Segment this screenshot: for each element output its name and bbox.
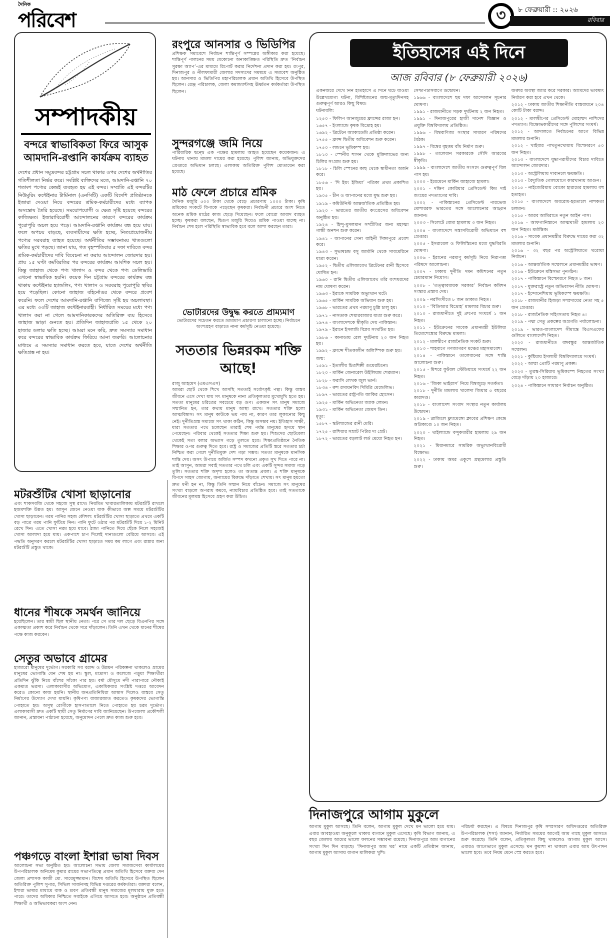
history-entry: ২০১৬ - ইউক্রেনে মন্ত্রিসভা পুনর্গঠন। (511, 269, 578, 275)
article-body: প্রশিক্ষক সমাবেশে নির্বাচন শান্তিপূর্ণ সম্পন্নের অঙ্গীকার করা হয়েছে। শান্তিপূর্ণ পালনের সময় যেকোনো অনাকাঙ্ক্ষিত পরিস্থিতি দ্রুত ‘নির্বাচন সুরক্ষা অ্যাপ’-এর মাধ্যমে রিপোর্ট করার নির্দেশনা প্রদান করা হয়। রংপুর, দিনাজপুর ও নীলফামারী জেলার সদস্যদের সমন্বয়ে এ সমাবেশ অনুষ্ঠিত হয়। আনসার ও ভিডিপির মহাপরিচালক প্রধান অতিথি হিসেবে উপস্থিত ছিলেন। রেঞ্জ পরিচালক, জেলা কমান্ড্যান্টসহ ঊর্ধ্বতন কর্মকর্তারা উপস্থিত ছিলেন। (172, 52, 305, 95)
history-entry: ১৮২০ - মার্কিন জেনারেল উইলিয়াম শেরম্যান। (316, 371, 400, 377)
masthead-rule (105, 22, 485, 24)
history-entry: ১৯৩১ - মার্কিন অভিনেতা জেমস ডিন। (316, 407, 387, 413)
history-entry: ২০১৩ - অস্ট্রেলিয়ায় দাবানলে ক্ষয়ক্ষতি। (511, 171, 584, 177)
history-entry: ১৭৫০ - লন্ডনে ভূমিকম্প হয়। (316, 145, 370, 151)
article-headline: ধানের শীষকে সমর্থন জানিয়ে (14, 606, 141, 619)
article-paddy (14, 606, 164, 646)
history-entry: ২০১৪ - পাকিস্তানে তালেবানের সঙ্গে শান্তি আলোচনা শুরু। (413, 354, 507, 366)
article-body: ভোটারদের সচেতন করতে ভ্রাম্যমাণ প্রচারণা চালানো হচ্ছে। নির্বাচনে অংশগ্রহণ বাড়াতে নানা কর্মসূচি নেওয়া হয়েছে। (176, 319, 301, 331)
history-entry: ১৭২৫ - রাশিয়ার সম্রাট পিটার দ্য গ্রেট। (316, 429, 387, 435)
newspaper-logo (8, 2, 103, 32)
history-entry: ১৯৬০ - রানি দ্বিতীয় এলিজাবেথ তাঁর বংশধরদের নাম ঘোষণা করেন। (316, 278, 409, 290)
issue-day: রবিবার (510, 16, 610, 26)
history-entry: ২০১৬ - সাবেক প্রধানমন্ত্রীর বিরুদ্ধে দায়ের করা ৩২ মামলার শুনানি। (511, 235, 605, 247)
history-entry: ২০১০ - রাজধানীতে দুই গ্রুপের সংঘর্ষে ১ জন নিহত। (413, 312, 507, 324)
history-column-3 (511, 89, 604, 799)
history-entry: ১৯৯৭ - বিশ্বের বৃহত্তম বাঁধ নির্মাণ শুরু। (413, 144, 484, 150)
history-entry: ২০২২ - ঢাকায় অমর একুশে গ্রন্থমেলার প্রস্তুতি শুরু। (413, 458, 507, 470)
history-entry: ২০০৫ - ইসরায়েল ও ফিলিস্তিনের মধ্যে যুদ্ধবিরতি ঘোষণা। (413, 242, 507, 254)
history-entry: ২০১৯ - ব্রাজিলে ফ্ল্যামেঙ্গো ক্লাবের প্রশিক্ষণ কেন্দ্রে অগ্নিকাণ্ডে ১০ জন নিহত। (413, 416, 507, 429)
article-honesty (172, 342, 305, 938)
history-entry: ২০১৮ - বাংলাদেশ সংবাদ সংস্থার নতুন কার্যালয় উদ্বোধন। (413, 403, 507, 415)
article-body: হয়েছিলেন। তার স্বামী ছিল স্থানীয় নেতা। পরে সে তার দল ছেড়ে বিএনপির সঙ্গে একাত্মতা প্রকাশ করে নির্বাচন থেকে সরে দাঁড়ালেন। তিনি এখন থেকে ধানের শীষের পক্ষে কাজ করবেন। (14, 620, 164, 638)
history-entry: ২০১৮ - দুর্নীতি মামলায় খালেদা জিয়ার ৫ বছরের কারাদণ্ড। (413, 389, 507, 401)
history-entry: ১৯০৫ - চীন ও জাপানের মধ্যে যুদ্ধ শুরু হয়। (316, 194, 397, 200)
history-entry: ২০০৬ - ইরানের পরমাণু কর্মসূচি নিয়ে নিরাপত্তা পরিষদে আলোচনা। (413, 256, 507, 268)
history-entry: ১৮১০ - স্পেনীয় শাসন থেকে মুক্তিলাভের জন্য চিলির সংগ্রাম শুরু হয়। (316, 153, 409, 165)
history-entry: মৃত্যু: (316, 415, 325, 421)
history-entry: ২০১৫ - আরব আমিরাতে নতুন আইন পাস। (511, 213, 592, 219)
article-headline: দিনাজপুরে আগাম মুকুলে (309, 808, 439, 823)
history-entry: ২০০২ - পাকিস্তানের প্রেসিডেন্ট পারভেজ মোশাররফ ভারতের সঙ্গে আলোচনার আহ্বান জানান। (413, 200, 507, 219)
history-entry: ১৯৪৩ - সুভাষচন্দ্র বসু জার্মানি থেকে সাবমেরিনে যাত্রা করেন। (316, 250, 409, 262)
history-entry: ১৯৯৬ - বিশ্ববাণিজ্য সংস্থার সাধারণ পরিষদের বৈঠক। (413, 131, 507, 143)
article-sundarganj (172, 137, 305, 177)
article-body: হাজারো মানুষের দুর্ভোগ। সরকারি সব বরাদ্দ ও উন্নয়ন পরিকল্পনা থাকলেও গ্রামের মানুষের ভোগান্তি যেন শেষ হয় না। স্কুল, মাদ্রাসা ও কলেজে পড়ুয়া শিক্ষার্থীরা প্রতিদিন ঝুঁকি নিয়ে বাঁশের সাঁকো পার হয়। বর্ষা মৌসুমে নদী পারাপারে নৌকাই একমাত্র ভরসা। এলাকাবাসীর অভিযোগ, একাধিকবার সংশ্লিষ্ট দপ্তরে আবেদন করেও কোনো কাজ হয়নি। স্থানীয় জনপ্রতিনিধিরা আশ্বাস দিলেও বাস্তবে সেতু নির্মাণের উদ্যোগ দেখা যায়নি। কৃষিপণ্য বাজারজাত করতেও কৃষকদের ভোগান্তি পোহাতে হয়। অসুস্থ রোগীকে হাসপাতালে নিতে পোহাতে হয় চরম দুর্ভোগ। এলাকাবাসী দ্রুত একটি স্থায়ী সেতু নির্মাণের দাবি জানিয়েছেন। উপজেলা প্রকৌশলী জানান, প্রস্তাবনা পাঠানো হয়েছে, অনুমোদন পেলে দ্রুত কাজ শুরু হবে। (14, 666, 164, 722)
history-entry: ২০১৬ - ৩২ বছর পর অস্ট্রেলিয়াতে ঘরোয়া নির্বাচন। (511, 248, 605, 261)
history-entry: ২০১০ - ‘বিডিআর বিদ্রোহ’ মামলার বিচার শুরু। (413, 304, 501, 310)
article-body: দৈনিক মজুরি ৫০০ টাকা থেকে বেড়ে প্রচারণায় ১০০০ টাকা। কৃষি শ্রমিকের সংকটে বিপাকে পড়েছেন কৃষকরা। নির্বাচনী প্রচারে অংশ নিতে অনেক শ্রমিক মাঠের কাজ ছেড়ে দিয়েছেন। ফলে বোরো আবাদ ব্যাহত হচ্ছে। কৃষকরা বলছেন, দ্বিগুণ মজুরি দিয়েও শ্রমিক পাওয়া যাচ্ছে না। নির্বাচন শেষ হলে পরিস্থিতি স্বাভাবিক হবে বলে আশা করছেন তারা। (172, 200, 305, 231)
history-entry: ১৯৯১ - দিনাজপুরের হাজী দানেশ বিজ্ঞান ও প্রযুক্তি বিশ্ববিদ্যালয় প্রতিষ্ঠিত। (413, 117, 507, 129)
history-entry: ঘটনাবলি: (316, 109, 335, 115)
article-headline: সেতুর অভাবে গ্রামের (14, 652, 108, 665)
history-entry: ২০২১ - কুষ্টিয়ায় ইসলামী বিশ্ববিদ্যালয়ে সংঘর্ষ। (511, 355, 596, 361)
history-entry: ২০১২ - ঢাকায় জাতীয় শিক্ষানীতি বাস্তবায়নে ২০৪ কোটি টাকা বরাদ্দ। (511, 102, 605, 115)
history-entry: ২০১২ - মালদ্বীপে রাজনৈতিক সংকট শুরু। (413, 339, 492, 345)
editorial-rule (21, 133, 151, 135)
history-columns (316, 89, 604, 799)
article-headline: সততার ভিন্নরকম শক্তি আছে! (175, 343, 302, 377)
history-entry: ২০২০ - থাইল্যান্ডে বন্দুকধারীর হামলায় ২৯ জন নিহত। (413, 430, 507, 443)
history-entry: জরুরি অবস্থা জারি করে সরকার। আর্মিদের ভবিষ্যৎ নির্ধারণ করা হবে এখন থেকে। (511, 89, 605, 101)
history-entry: ১৯৬৬ - বাংলাদেশে ছয় দফা আন্দোলন সূচনার ঘোষণা। (413, 96, 507, 108)
history-entry: ১৮৭২ - ভারতের বড়লাট লর্ড মেয়ো নিহত হন। (316, 436, 402, 442)
column-divider (167, 480, 168, 938)
feather-quill-icon (35, 39, 135, 101)
history-entry: ২০০৭ - ঢাকায় দুর্নীতি দমন কমিশনের নতুন চেয়ারম্যান নিয়োগ। (413, 269, 507, 282)
history-entry: ২০১৬ - আন্তর্জাতিক সম্মেলনে প্রধানমন্ত্রীর ভাষণ। (511, 262, 602, 268)
article-body: আলোচনা সভা অনুষ্ঠিত হয়। আলোচনা সভায় জেলা সমাজসেবা কার্যালয়ের উপপরিচালক অনিমেষ কুমার রায়ের সভাপতিত্বে প্রধান অতিথি হিসেবে বক্তব্য দেন জেলা প্রশাসক কাজী মো. সায়েমুজ্জামান। বিশেষ অতিথি হিসেবে উপস্থিত ছিলেন অতিরিক্ত পুলিশ সুপার, সিভিল সার্জনসহ বিভিন্ন দপ্তরের কর্মকর্তারা। বক্তারা বলেন, ইশারা ভাষার মাধ্যমে বাক ও শ্রবণ প্রতিবন্ধী মানুষ সমাজের মূলধারায় যুক্ত হতে পারে। তাদের অধিকার নিশ্চিতে সবাইকে এগিয়ে আসতে হবে। অনুষ্ঠানে প্রতিবন্ধী শিক্ষার্থী ও অভিভাবকরা অংশ নেন। (14, 864, 164, 907)
history-subtitle: আজ রবিবার (৮ ফেব্রুয়ারী ২০২৬) (389, 73, 529, 84)
issue-date: ৮ ফেব্রুয়ারী :: ২০২৬ (518, 6, 578, 14)
history-entry: ১৬৫৭ - ইংল্যান্ডে কৃষক বিদ্রোহ হয়। (316, 123, 382, 129)
history-entry: ২০১৩ - বৈদ্যুতিক গোলযোগে কারখানায় আগুন। (511, 179, 601, 185)
history-entry: ২০০৪ - বাংলাদেশে সন্ত্রাসবিরোধী অভিযানে বহু গ্রেপ্তার। (413, 228, 507, 241)
history-entry: ২০১২ - মালদ্বীপের প্রেসিডেন্ট মোহাম্মদ নাশিদের পদত্যাগ। বিক্ষোভকারীদের সঙ্গে পুলিশের সংঘর্ষ। (511, 116, 605, 129)
history-entry: ২০১২ - আদালতে নির্বাচনের আগে বিভিন্ন মামলার শুনানি। (511, 130, 605, 142)
history-entry: ১৯২০ - ভারতের জাতীয় কংগ্রেসের অধিবেশন অনুষ্ঠিত হয়। (316, 209, 409, 221)
history-entry: ১৯২৪ - হিন্দু-মুসলমান সম্প্রীতির জন্য মহাত্মা গান্ধী অনশন শুরু করেন। (316, 222, 409, 235)
history-entry: ২০১৭ - পাকিস্তানে বিস্ফোরণে নিহত ৮ জন। (511, 277, 593, 283)
article-sign-language (14, 850, 164, 938)
history-entry: ১৮৩৪ - রুশ রসায়নবিদ দিমিত্রি মেন্ডেলিভ। (316, 385, 394, 391)
history-entry: ২০১৫ - বাংলাদেশে অবরোধ-হরতালে নাশকতা চলমান। (511, 200, 605, 212)
article-body-column-1: আগাম মুকুল আসছে। তিনি বলেন, আগাম মুকুল দেখে মন ভালো হয়ে যায়। এবার আবহাওয়া অনুকূলে থাকায় বাগানে মুকুল এসেছে। কৃষি বিভাগ জানায়, এ বছর জেলায় আমের ভালো ফলনের সম্ভাবনা রয়েছে। দিনাজপুরে আম বাগানের সংখ্যা দিন দিন বাড়ছে। ‘দিনাজপুর আম ঘর’ নামে একটি প্রতিষ্ঠান জানায়, আগাম মুকুল আসায় বাগান মালিকরা খুশি। (309, 825, 455, 856)
history-entry: ২০২২ - আম্মা প্রোটি পরমাণু প্রকল্প। (511, 362, 577, 368)
article-headline: মটরশুঁটির খোসা ছাড়ানোর (14, 488, 131, 501)
article-peas (14, 488, 164, 586)
history-entry: ১৯৭৪ - বাংলাদেশকে স্বীকৃতি দেয় পাকিস্তান। (316, 321, 397, 327)
history-entry: ১৮২৮ - ফরাসি লেখক জুল ভার্ন। (316, 378, 377, 384)
history-column-2 (414, 89, 507, 799)
history-entry: ২০১৮ - রাজধানীর হিজড়া সম্প্রদায়ের নেতা সহ ৫ জন গ্রেপ্তার। (511, 299, 605, 311)
history-column-1 (316, 89, 409, 799)
history-entry: ১৯৬৩ - ইরাকে সামরিক অভ্যুত্থান ঘটে। (316, 291, 388, 297)
history-entry: ২০১৬ - আফগানিস্তানে আত্মঘাতী হামলায় ২০ জন নিহত। মর্মান্তিক। (511, 221, 605, 233)
article-voters (172, 308, 305, 338)
article-headline: মাঠ ফেলে প্রচারে শ্রমিক (172, 186, 277, 199)
history-entry: ২০০৩ - সিলেটে বোমা হামলায় ৩ জন নিহত। (413, 221, 497, 227)
article-bridge (14, 652, 164, 842)
history-entry: ২০০১ - দক্ষিণ কোরিয়ার প্রেসিডেন্ট কিম দাই জংয়ের পদত্যাগের দাবি। (413, 187, 507, 199)
history-entry: ২০১৯ - ভারত-বাংলাদেশ সীমান্তে বিএসএফের গুলিতে বাংলাদেশি নিহত। (511, 327, 605, 340)
history-entry: ১৯৯৯ - বাংলাদেশে জাতীয় সংসদে গুরুত্বপূর্ণ বিল পাস হয়। (413, 166, 507, 178)
history-entry: ১৯৪১ - জাপানের সেনা বাহিনী সিঙ্গাপুরে প্রবেশ করে। (316, 236, 409, 249)
article-byline: রাজু আহমেদ (এমএসএস) (172, 382, 221, 387)
history-entry: ১৯৮৬ - কানাডায় রেল দুর্ঘটনায় ২৩ জন নিহত হয়। (316, 335, 409, 348)
history-banner: ইতিহাসের এই দিনে (350, 39, 568, 67)
history-entry: ১৬৯২ - ব্রিটেনে অ্যাকাডেমি প্রতিষ্ঠা করেন। (316, 131, 396, 137)
history-entry: সেন্টপিটার্সবার্গে উদ্বোধন। (413, 89, 461, 94)
history-entry: ১৯১৯ - কমিউনিস্ট আন্তর্জাতিক প্রতিষ্ঠিত হয়। (316, 201, 401, 207)
history-entry: ২০১৯ - পদ্মা সেতু প্রকল্পের অগ্রগতি পর্যালোচনা। (511, 320, 602, 326)
history-entry: ২০১৬ - ‘জিকা ভাইরাস’ নিয়ে বিশ্বজুড়ে সতর্কতা। (413, 381, 504, 387)
history-entry: ১৭৫৫ - ফ্রান্স দ্বিতীয় অধিবেশন শুরু করেন। (316, 138, 397, 144)
history-entry: জন্ম: (316, 356, 326, 362)
article-headline: রংপুরে আনসার ও ভিডিপির (172, 38, 296, 51)
history-entry: ১৯৬৫ - মার্কিন সামরিক অভিযান শুরু হয়। (316, 299, 394, 305)
history-entry: ২০২০ - রাজধানীতে বঙ্গবন্ধুর আন্তর্জাতিক সম্মেলন। (511, 341, 605, 353)
history-entry: ২০১৩ - শাহবাগে গণজাগরণ মঞ্চের মহাসমাবেশ। (413, 347, 503, 353)
history-entry: ১৯৬৮ - ভারতের প্রথম পরমাণু চুল্লি চালু হয়। (316, 306, 398, 312)
history-entry: ২০১৭ - ইন্দোনেশিয়ায় ভূমিকম্পে ক্ষয়ক্ষতি। (511, 291, 590, 297)
history-entry: ১৮১৮ - চিলি স্পেনের কাছ থেকে স্বাধীনতা অর্জন করে। (316, 166, 409, 179)
editorial-title: সম্পাদকীয় (35, 102, 137, 131)
history-entry: ১৯৯১ - রাজধানীতে সড়ক দুর্ঘটনায় ২ জন নিহত। (413, 110, 505, 116)
history-entry: ১৮৫৬ - ‘দি ইয়ং ইন্ডিয়া’ পত্রিকা প্রথম প্রকাশিত হয়। (316, 180, 409, 193)
article-body: পারিবারিক দ্বন্দ্বে এক পক্ষের হামলায় আহত হয়েছেন কয়েকজন। এ ঘটনায় থানায় মামলা দায়ের করা হয়েছে। পুলিশ জানায়, অভিযুক্তদের গ্রেপ্তারে অভিযান চলছে। এলাকায় অতিরিক্ত পুলিশ মোতায়েন করা হয়েছে। (172, 151, 305, 175)
masthead (0, 0, 610, 30)
history-entry: ২০২৪ - পাকিস্তানে সাধারণ নির্বাচন অনুষ্ঠিত। (511, 383, 594, 389)
history-entry: ২০১৭ - যুক্তরাষ্ট্রে নতুন অভিবাসন নীতি ঘোষণা। (511, 284, 600, 290)
history-entry: ১৮৯৭ - ভারতের রাষ্ট্রপতি জাকির হোসেন। (316, 393, 395, 399)
article-labour (172, 186, 305, 304)
history-entry: ১৫৯১ - ইতালীয় চিত্রশিল্পী গুয়েরচিনো। (316, 364, 389, 370)
article-body-column-2: পরিচর্যা করছেন। এ বিষয়ে দিনাজপুর কৃষি সম্প্রসারণ অধিদপ্তরের অতিরিক্ত উপপরিচালক (শস্য) জানান, নির্ধারিত সময়ের আগেই আম গাছে মুকুল আসতে শুরু করেছে। তিনি বলেন, প্রতিকূলতা কিছু থাকলেও আগাম মুকুল আসে। এবারও আগেভাগে মুকুল এসেছে। ঘন কুয়াশা না থাকলে এবার আম উৎপাদন ভালো হবে। তবে নিয়ম মেনে স্প্রে করতে হবে। (461, 825, 607, 856)
editorial-headline-line-1: বন্দরে স্বাভাবিকতা ফিরে আসুক (24, 140, 148, 151)
editorial-headline (19, 139, 153, 165)
history-box (309, 32, 607, 802)
history-entry: একনজরে দেখে নিন ইতিহাসে এ দিনে ঘটে যাওয়া উল্লেখযোগ্য ঘটনা, বিশিষ্টজনের জন্ম-মৃত্যুদিনসহ গুরুত্বপূর্ণ আরও কিছু বিষয়। (316, 89, 409, 107)
history-entry: ২০১৩ - বাংলাদেশে যুদ্ধাপরাধীদের বিচার দাবিতে আন্দোলন জোরদার। (511, 157, 605, 170)
history-entry: ২০১৮ - রাজনৈতিক সহিংসতায় নিহত ৪। (511, 312, 587, 318)
history-entry: ২০১৫ - মিশরে ফুটবল স্টেডিয়ামে সংঘর্ষে ২২ জন নিহত। (413, 368, 507, 380)
editorial-headline-line-2: আমদানি-রপ্তানি কার্যক্রম ব্যাহত (23, 153, 149, 164)
history-entry: ২০১১ - ইউক্রেনের সাবেক প্রধানমন্ত্রী ইউলিয়া তিমোশেঙ্কোর বিরুদ্ধে মামলা। (413, 325, 507, 338)
article-body: এবং শাকসবজি থেকে সহজে সুস্থ রাখে। নিয়মিত খাবারতালিকায় মটরশুঁটি রাখলে হজমশক্তি উন্নত হয়। আসুন জেনে নেওয়া যাক কীভাবে অল্প সময়ে মটরশুঁটির খোসা ছাড়াবেন। গরম পানির সহজ কৌশল: মটরশুঁটির খোসা ছাড়াতে প্রথমে একটি বড় পাত্রে গরম পানি ফুটিয়ে নিন। পানি ফুটে ওঠার পর মটরশুঁটি দিয়ে ১-২ মিনিট রেখে দিন। এতে খোসা নরম হয়ে যাবে। ঠান্ডা পানিতে দিয়ে ছেঁকে নিলে সহজেই খোসা আলাদা হয়ে যায়। একপাশে চাপ দিলেই দানাগুলো বেরিয়ে আসবে। এই পদ্ধতি অনুসরণ করলে মটরশুঁটির খোসা ছাড়াতে সময় কম লাগে এবং রান্নার জন্য মটরশুঁটি প্রস্তুত থাকে। (14, 502, 164, 552)
editorial-body: দেশের প্রধান সমুদ্রবন্দর চট্টগ্রাম সচল থাকার ওপর দেশের অর্থনীতির গতিশীলতা নির্ভর করে। সংশ্লিষ্ট ব্যক্তিদের মতে, আমদানি-রপ্তানি ৭০ শতাংশ পণ্যের কেন্দ্রই ব্যবহৃত হয় এই বন্দর। সম্প্রতি এই বন্দরটির নিউমুরিং কন্টেইনার টার্মিনাল (এনসিটি) একটি বিদেশি প্রতিষ্ঠানকে ইজারা দেওয়া নিয়ে বন্দরের শ্রমিক-কর্মচারীদের মধ্যে ব্যাপক অসন্তোষ তৈরি হয়েছে। সময়োপযোগী ও ক্ষেত্র সৃষ্টি হয়েছে বন্দরের কাজিক্ষত। ইজারাবিরোধী আন্দোলনের কারণে বন্দরের কার্যক্রম পুরোপুরি অচল হয়ে পড়ে। আমদানি-রপ্তানি কার্যক্রম বন্ধ হয়ে যায়। ফলে অপচয় বাড়ছে, ব্যবসায়ীদের ক্ষতি হচ্ছে, নিত্যপ্রয়োজনীয় পণ্যের সরবরাহ ব্যাহত হয়েছে। অর্থনীতির সম্ভাবনাময় খাতগুলো ক্ষতির মুখে পড়ছে। জানা যায়, গত বৃহস্পতিবার ৫ দফা দাবিতে বন্দর শ্রমিক-কর্মচারীদের দাবি বিবেচনা না করায় আন্দোলন জোরদার হয়। প্রায় ১৫ ঘণ্টা কর্মবিরতির পর বন্দরের কার্যক্রম আংশিক সচল হয়। কিন্তু জাহাজ থেকে পণ্য খালাস ও বন্দর থেকে পণ্য ডেলিভারি এখনো স্বাভাবিক হয়নি। কয়েক দিন চট্টগ্রাম বন্দরের কার্যক্রম বন্ধ থাকায় কন্টেইনার হ্যান্ডলিং, পণ্য খালাস ও সরবরাহ পুরোপুরি স্থবির হয়ে পড়েছিল। কোনো জাহাজ বহির্নোঙর থেকে বন্দরে প্রবেশ করেনি। ফলে দেশের আমদানি-রপ্তানি বাণিজ্যে সৃষ্টি হয় অচলাবস্থা। এর মধ্যে ৩৩টি জাহাজ কন্টেইনারবাহী। নির্ধারিত সময়ের মধ্যে পণ্য খালাস করা না গেলে আমদানিকারকদের অতিরিক্ত ব্যয় হিসেবে জাহাজ ভাড়া গুনতে হয়। প্রতিদিন জাহাজপ্রতি ১৫ থেকে ২০ হাজার ডলার ক্ষতি হচ্ছে। আমরা মনে করি, দ্রুত সমস্যার সমাধান করে বন্দরের স্বাভাবিক কার্যক্রম ফিরিয়ে আনা জরুরি। আলোচনার মাধ্যমে এ সমস্যার সমাধান করতে হবে, যাতে দেশের অর্থনীতি ক্ষতিগ্রস্ত না হয়। (18, 170, 152, 356)
history-entry: ১৯৭৯ - ইরানে ইসলামি বিপ্লব সংঘটিত হয়। (316, 328, 395, 334)
logo-small-text: দৈনিক (18, 2, 31, 8)
history-entry: ১৫৮৭ - স্কটল্যান্ডের রানী মেরি। (316, 422, 374, 428)
history-entry: ২০১৫ - নাইজেরিয়ায় বোকো হারামের হামলায় বহু হতাহত। (511, 186, 605, 198)
history-entry: ১৯২৫ - মার্কিন অভিনেতা জ্যাক লেমন। (316, 400, 389, 406)
article-headline: পঞ্চগড়ে বাংলা ইশারা ভাষা দিবস (14, 850, 159, 863)
page-number: ৩ (488, 3, 514, 29)
history-entry: ২০২১ - মিয়ানমারে সামরিক অভ্যুত্থানবিরোধী বিক্ষোভ। (413, 444, 507, 456)
logo-main-text: পরিবেশ (18, 8, 76, 32)
history-entry: ১৯৭১ - নাসডাক শেয়ারবাজার যাত্রা শুরু করে। (316, 313, 402, 319)
history-entry: ১২৫০ - ফিলিপ আনজুয়ের ফ্রান্সের রাজা হন। (316, 116, 400, 122)
history-entry: ২০০০ - ইয়েমেনে মার্কিন জাহাজে হামলা। (413, 179, 490, 185)
article-dinajpur-mango (309, 808, 607, 938)
article-body: আমরা ছোট থেকে শিখে আসছি সততাই সর্বোৎকৃষ্ট পন্থা। কিন্তু বাস্তব জীবনে এসে দেখা যায় সৎ মানুষকে নানা প্রতিকূলতার মুখোমুখি হতে হয়। সততা মানুষের চরিত্রের সবচেয়ে বড় গুণ। একজন সৎ মানুষ সমাজে সম্মানিত হন, তার কথায় মানুষ আস্থা রাখে। সততার শক্তি হলো আত্মবিশ্বাস। সৎ মানুষ কাউকে ভয় পায় না, কারণ তার লুকানোর কিছু নেই। দুর্নীতিগ্রস্ত সমাজে সৎ থাকা কঠিন, কিন্তু অসম্ভব নয়। ইতিহাস সাক্ষী, যারা সততার পথে চলেছেন তারাই শেষ পর্যন্ত মানুষের হৃদয়ে স্থান পেয়েছেন। পরিবার থেকেই সততার শিক্ষা শুরু হয়। শিশুদের ছোটবেলা থেকেই সত্য বলার অভ্যাস গড়ে তুলতে হবে। শিক্ষাপ্রতিষ্ঠানে নৈতিক শিক্ষার ওপর গুরুত্ব দিতে হবে। রাষ্ট্র ও সমাজের প্রতিটি স্তরে সততার চর্চা নিশ্চিত করা গেলে দুর্নীতিমুক্ত দেশ গড়া সম্ভব। সততা মানুষকে মানসিক শান্তি দেয়। অসৎ উপায়ে অর্জিত সম্পদ কখনো প্রকৃত সুখ দিতে পারে না। তাই আসুন, আমরা সবাই সততার পথে চলি এবং একটি সুন্দর সমাজ গড়ে তুলি। সততার শক্তি অদৃশ্য হলেও তা অত্যন্ত প্রবল। এ শক্তি মানুষকে বিপদে সাহস জোগায়, অন্যায়ের বিরুদ্ধে দাঁড়াতে শেখায়। সৎ মানুষ হয়তো দ্রুত ধনী হন না, কিন্তু তিনি সম্মান নিয়ে বাঁচেন। সমাজে সৎ মানুষের সংখ্যা বাড়লে অপরাধ কমবে, ন্যায়বিচার প্রতিষ্ঠিত হবে। তাই সততাকে জীবনের মূলমন্ত্র হিসেবে গ্রহণ করা উচিত। (172, 388, 305, 501)
article-headline: সুন্দরগঞ্জে জমি নিয়ে (172, 137, 263, 150)
article-columns (309, 825, 607, 858)
history-entry: ১৯৫২ - দ্বিতীয় এলিজাবেথ ব্রিটেনের রানী হিসেবে ঘোষিত হন। (316, 264, 409, 276)
history-entry: ২০১২ - খাইবার পাখতুনখোয়ায় বিস্ফোরণে ৫০ জন নিহত। (511, 144, 605, 156)
history-entry: ২০০৯ - নরসিংদীতে ৮ জন ডাকাত নিহত। (413, 297, 491, 303)
history-entry: ২০২৩ - তুরস্ক-সিরিয়ায় ভূমিকম্পে নিহতের সংখ্যা বেড়ে দাঁড়ায় ২০ হাজারে। (511, 369, 605, 382)
history-entry: ১৯৯২ - ফ্রান্সে শীতকালীন অলিম্পিক শুরু হয়। (316, 349, 402, 355)
article-headline: ভোটারদের উদ্বুদ্ধ করতে প্রাম্যমাণ (182, 308, 295, 318)
history-entry: ১৯৯৮ - তালেবান সরকারকে সৌদি আরবের স্বীকৃতি। (413, 152, 507, 164)
history-entry: ২০০৮ - ‘তত্ত্বাবধায়ক সরকার’ নির্বাচন কমিশন সংস্কার প্রস্তাব দেয়। (413, 283, 507, 296)
article-ansar (172, 38, 305, 116)
